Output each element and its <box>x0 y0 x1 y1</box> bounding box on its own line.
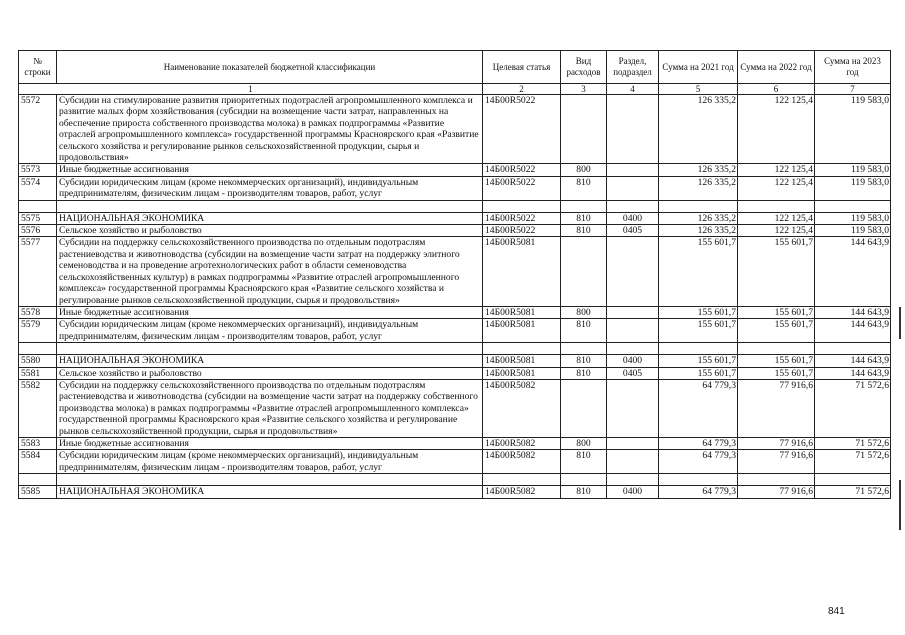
row-name: Субсидии юридическим лицам (кроме некоммерческих организаций), индивидуальным предпринимателям, физическим лицам - производителям товаров, работ, услуг <box>57 450 483 474</box>
table-row <box>19 95 891 164</box>
row-name: Иные бюджетные ассигнования <box>57 437 483 449</box>
spacer-cell <box>483 474 561 486</box>
table-row <box>19 237 891 306</box>
row-sum-2021: 64 779,3 <box>659 450 738 474</box>
table-row <box>19 486 891 498</box>
spacer-row <box>19 200 891 212</box>
row-sum-2023: 119 583,0 <box>815 212 891 224</box>
spacer-cell <box>57 474 483 486</box>
scan-edge-mark <box>899 480 901 530</box>
column-number: 5 <box>659 84 738 95</box>
row-number: 5582 <box>19 379 57 437</box>
header-row-number: № строки <box>19 51 57 84</box>
row-number: 5585 <box>19 486 57 498</box>
budget-table-sheet <box>18 50 889 499</box>
row-kind: 810 <box>561 225 607 237</box>
row-section <box>607 306 659 318</box>
table-row <box>19 450 891 474</box>
row-section: 0400 <box>607 486 659 498</box>
row-section <box>607 164 659 176</box>
row-sum-2023: 71 572,6 <box>815 437 891 449</box>
row-sum-2021: 155 601,7 <box>659 367 738 379</box>
header-section: Раздел, подраздел <box>607 51 659 84</box>
row-number: 5583 <box>19 437 57 449</box>
row-target: 14Б00R5022 <box>483 225 561 237</box>
spacer-cell <box>659 474 738 486</box>
row-sum-2022: 122 125,4 <box>738 164 815 176</box>
row-section <box>607 176 659 200</box>
row-target: 14Б00R5082 <box>483 379 561 437</box>
spacer-cell <box>57 200 483 212</box>
row-sum-2023: 144 643,9 <box>815 367 891 379</box>
row-name: Сельское хозяйство и рыболовство <box>57 367 483 379</box>
row-name: Иные бюджетные ассигнования <box>57 164 483 176</box>
column-number: 1 <box>19 84 483 95</box>
spacer-cell <box>738 343 815 355</box>
header-sum-2023: Сумма на 2023 год <box>815 51 891 84</box>
row-section <box>607 450 659 474</box>
row-section: 0405 <box>607 367 659 379</box>
table-row <box>19 367 891 379</box>
row-target: 14Б00R5081 <box>483 237 561 306</box>
spacer-cell <box>483 343 561 355</box>
header-expense-kind: Вид расходов <box>561 51 607 84</box>
spacer-cell <box>659 200 738 212</box>
row-kind: 800 <box>561 437 607 449</box>
row-name: НАЦИОНАЛЬНАЯ ЭКОНОМИКА <box>57 212 483 224</box>
row-section <box>607 437 659 449</box>
spacer-cell <box>738 200 815 212</box>
row-target: 14Б00R5081 <box>483 367 561 379</box>
table-row <box>19 355 891 367</box>
spacer-cell <box>19 474 57 486</box>
header-target-article: Целевая статья <box>483 51 561 84</box>
row-sum-2023: 119 583,0 <box>815 225 891 237</box>
row-section <box>607 237 659 306</box>
row-sum-2021: 126 335,2 <box>659 164 738 176</box>
column-number: 4 <box>607 84 659 95</box>
row-sum-2021: 126 335,2 <box>659 212 738 224</box>
row-name: Субсидии юридическим лицам (кроме некоммерческих организаций), индивидуальным предпринимателям, физическим лицам - производителям товаров, работ, услуг <box>57 319 483 343</box>
spacer-cell <box>738 474 815 486</box>
table-row <box>19 225 891 237</box>
row-target: 14Б00R5082 <box>483 437 561 449</box>
row-kind: 810 <box>561 450 607 474</box>
row-sum-2023: 144 643,9 <box>815 355 891 367</box>
page-number: 841 <box>828 606 845 617</box>
spacer-cell <box>19 200 57 212</box>
row-number: 5575 <box>19 212 57 224</box>
column-number: 3 <box>561 84 607 95</box>
row-sum-2022: 155 601,7 <box>738 306 815 318</box>
row-number: 5572 <box>19 95 57 164</box>
row-number: 5576 <box>19 225 57 237</box>
row-section: 0400 <box>607 212 659 224</box>
row-target: 14Б00R5082 <box>483 486 561 498</box>
row-section <box>607 379 659 437</box>
row-sum-2022: 77 916,6 <box>738 437 815 449</box>
row-target: 14Б00R5081 <box>483 306 561 318</box>
row-kind: 810 <box>561 367 607 379</box>
row-sum-2021: 126 335,2 <box>659 225 738 237</box>
table-body <box>19 95 891 499</box>
budget-table <box>18 50 891 499</box>
table-row <box>19 319 891 343</box>
table-header-row <box>19 51 891 84</box>
row-sum-2021: 155 601,7 <box>659 306 738 318</box>
spacer-cell <box>19 343 57 355</box>
spacer-cell <box>561 474 607 486</box>
row-section: 0400 <box>607 355 659 367</box>
row-number: 5581 <box>19 367 57 379</box>
column-number-row <box>19 84 891 95</box>
row-sum-2023: 144 643,9 <box>815 319 891 343</box>
row-sum-2022: 77 916,6 <box>738 450 815 474</box>
scan-edge-mark <box>899 307 901 339</box>
table-row <box>19 437 891 449</box>
spacer-cell <box>815 343 891 355</box>
row-sum-2022: 155 601,7 <box>738 237 815 306</box>
table-row <box>19 176 891 200</box>
row-name: Субсидии на стимулирование развития приоритетных подотраслей агропромышленного комплекса и развитие малых форм хозяйствования (субсидии на возмещение части затрат, направленных на обеспечение прироста собственного производства молока) в рамках подпрограммы «Развитие отраслей агропромышленного комплекса» государственной программы Красноярского края «Развитие сельского хозяйства и регулирование рынков сельскохозяйственной продукции, сырья и продовольствия» <box>57 95 483 164</box>
row-kind: 800 <box>561 164 607 176</box>
spacer-row <box>19 474 891 486</box>
column-number: 2 <box>483 84 561 95</box>
table-row <box>19 212 891 224</box>
row-sum-2022: 77 916,6 <box>738 486 815 498</box>
header-sum-2022: Сумма на 2022 год <box>738 51 815 84</box>
row-sum-2021: 155 601,7 <box>659 237 738 306</box>
spacer-row <box>19 343 891 355</box>
row-sum-2022: 122 125,4 <box>738 225 815 237</box>
row-number: 5579 <box>19 319 57 343</box>
spacer-cell <box>607 200 659 212</box>
row-section <box>607 95 659 164</box>
row-name: Субсидии на поддержку сельскохозяйственного производства по отдельным подотраслям растениеводства и животноводства (субсидии на возмещение части затрат на поддержку собственного производства молока) в рамках подпрограммы «Развитие отраслей агропромышленного комплекса» государственной программы Красноярского края «Развитие сельского хозяйства и регулирование рынков сельскохозяйственной продукции, сырья и продовольствия» <box>57 379 483 437</box>
row-kind: 810 <box>561 486 607 498</box>
row-kind: 800 <box>561 306 607 318</box>
row-section: 0405 <box>607 225 659 237</box>
spacer-cell <box>57 343 483 355</box>
row-sum-2021: 126 335,2 <box>659 95 738 164</box>
row-sum-2023: 144 643,9 <box>815 237 891 306</box>
row-sum-2022: 155 601,7 <box>738 355 815 367</box>
row-sum-2021: 155 601,7 <box>659 355 738 367</box>
spacer-cell <box>815 200 891 212</box>
spacer-cell <box>815 474 891 486</box>
row-target: 14Б00R5022 <box>483 212 561 224</box>
header-name: Наименование показателей бюджетной классификации <box>57 51 483 84</box>
row-sum-2023: 119 583,0 <box>815 95 891 164</box>
row-sum-2022: 122 125,4 <box>738 95 815 164</box>
row-sum-2023: 119 583,0 <box>815 164 891 176</box>
row-kind <box>561 95 607 164</box>
row-sum-2023: 71 572,6 <box>815 450 891 474</box>
header-sum-2021: Сумма на 2021 год <box>659 51 738 84</box>
row-kind: 810 <box>561 176 607 200</box>
row-sum-2021: 64 779,3 <box>659 379 738 437</box>
row-name: Сельское хозяйство и рыболовство <box>57 225 483 237</box>
column-number: 7 <box>815 84 891 95</box>
row-kind: 810 <box>561 212 607 224</box>
row-name: Субсидии юридическим лицам (кроме некоммерческих организаций), индивидуальным предпринимателям, физическим лицам - производителям товаров, работ, услуг <box>57 176 483 200</box>
row-number: 5578 <box>19 306 57 318</box>
row-name: Иные бюджетные ассигнования <box>57 306 483 318</box>
row-kind <box>561 379 607 437</box>
row-sum-2022: 155 601,7 <box>738 367 815 379</box>
spacer-cell <box>561 343 607 355</box>
row-sum-2021: 126 335,2 <box>659 176 738 200</box>
spacer-cell <box>659 343 738 355</box>
row-name: НАЦИОНАЛЬНАЯ ЭКОНОМИКА <box>57 355 483 367</box>
row-sum-2021: 64 779,3 <box>659 486 738 498</box>
row-sum-2022: 77 916,6 <box>738 379 815 437</box>
spacer-cell <box>483 200 561 212</box>
row-sum-2023: 144 643,9 <box>815 306 891 318</box>
table-row <box>19 164 891 176</box>
spacer-cell <box>607 474 659 486</box>
column-number: 6 <box>738 84 815 95</box>
row-sum-2022: 122 125,4 <box>738 176 815 200</box>
row-number: 5584 <box>19 450 57 474</box>
table-row <box>19 379 891 437</box>
row-target: 14Б00R5081 <box>483 355 561 367</box>
row-sum-2021: 155 601,7 <box>659 319 738 343</box>
row-kind: 810 <box>561 355 607 367</box>
row-sum-2021: 64 779,3 <box>659 437 738 449</box>
row-target: 14Б00R5022 <box>483 95 561 164</box>
row-target: 14Б00R5022 <box>483 164 561 176</box>
row-kind <box>561 237 607 306</box>
row-sum-2023: 119 583,0 <box>815 176 891 200</box>
row-section <box>607 319 659 343</box>
spacer-cell <box>607 343 659 355</box>
row-kind: 810 <box>561 319 607 343</box>
row-number: 5580 <box>19 355 57 367</box>
spacer-cell <box>561 200 607 212</box>
row-sum-2023: 71 572,6 <box>815 486 891 498</box>
row-target: 14Б00R5082 <box>483 450 561 474</box>
row-sum-2022: 155 601,7 <box>738 319 815 343</box>
row-target: 14Б00R5081 <box>483 319 561 343</box>
row-number: 5574 <box>19 176 57 200</box>
row-number: 5573 <box>19 164 57 176</box>
row-name: Субсидии на поддержку сельскохозяйственного производства по отдельным подотраслям растениеводства и животноводства (субсидии на возмещение части затрат на поддержку элитного семеноводства и на проведение агротехнологических работ в области семеноводства сельскохозяйственных культур) в рамках подпрограммы «Развитие отраслей агропромышленного комплекса» государственной программы Красноярского края «Развитие сельского хозяйства и регулирование рынков сельскохозяйственной продукции, сырья и продовольствия» <box>57 237 483 306</box>
row-number: 5577 <box>19 237 57 306</box>
table-row <box>19 306 891 318</box>
row-sum-2023: 71 572,6 <box>815 379 891 437</box>
row-sum-2022: 122 125,4 <box>738 212 815 224</box>
row-name: НАЦИОНАЛЬНАЯ ЭКОНОМИКА <box>57 486 483 498</box>
row-target: 14Б00R5022 <box>483 176 561 200</box>
